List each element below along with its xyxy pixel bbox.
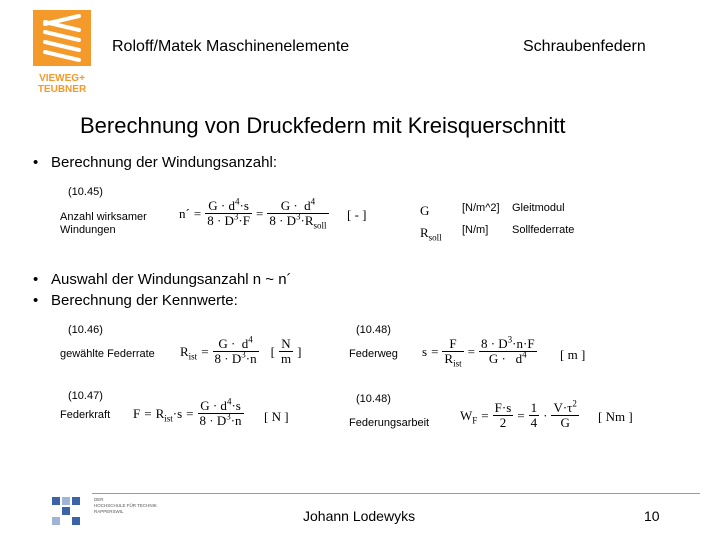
formula-federweg: s = $\frac{F}{R_{ist}}$ = $\frac{8 \cdot D^3\cdot n\cdot F}{G \cdot d^4}$ [422,334,535,369]
school-logo-icon [52,497,92,529]
unit: [ m ] [560,347,586,362]
page-title: Berechnung von Druckfedern mit Kreisquerschnitt [80,113,566,138]
legend-meaning: Sollfederrate [512,224,575,236]
publisher-logo [33,10,91,95]
eq-label: Federungsarbeit [349,417,430,429]
legend-unit: [N/m] [462,224,489,236]
unit: [ - ] [347,207,367,222]
bullet-kennwerte: • Berechnung der Kennwerte: [33,292,238,309]
eq-number: (10.46) [68,324,103,336]
legend-meaning: Gleitmodul [512,202,565,214]
formula-federungsarbeit: $W_F$ = $\frac{F\cdot s}{2}$ = $\frac{1}{4}$ · $\frac{V\cdot\tau^2}{G}$ [460,398,577,430]
bullet-auswahl: • Auswahl der Windungsanzahl n ~ n´ [33,271,292,288]
page-number: 10 [644,508,660,524]
formula-windungen: n´ = $\frac{G \cdot d^4\cdot s}{8 \cdot D^3\cdot F}$ = $\frac{G \cdot d^4}{8 \cdot D^3\cdot R_{soll}}$ [179,196,327,231]
formula-federkraft: F = $R_{ist}\cdot s$ = $\frac{G \cdot d^4\cdot s}{8 \cdot D^3\cdot n}$ [133,396,242,428]
eq-number: (10.47) [68,390,103,402]
unit: [ Nm ] [598,409,633,424]
unit: [ N ] [264,409,289,424]
eq-number: (10.48) [356,393,391,405]
eq-label: Anzahl wirksamer Windungen [60,211,147,236]
formula-federrate: $R_{ist}$ = $\frac{G \cdot d^4}{8 \cdot D^3\cdot n}$ [ $\frac{N}{m}$ ] [180,334,302,366]
legend-unit: [N/m^2] [462,202,500,214]
bullet-windungsanzahl: • Berechnung der Windungsanzahl: [33,154,277,171]
legend-symbol-rsoll: $R_{soll}$ [420,225,442,243]
school-name: DER HOCHSCHULE FÜR TECHNIK RAPPERSWIL [94,497,157,514]
eq-label: Federkraft [60,409,111,421]
author: Johann Lodewyks [303,508,416,524]
eq-number: (10.48) [356,324,391,336]
publisher-name: VIEWEG+ TEUBNER [37,73,87,95]
legend-symbol-g: G [420,203,430,218]
eq-label: Federweg [349,348,398,360]
eq-label: gewählte Federrate [60,348,155,360]
spring-logo-icon [33,10,91,66]
eq-number: (10.45) [68,186,103,198]
school-logo [52,497,92,529]
book-title: Roloff/Matek Maschinenelemente [112,38,350,55]
footer-divider [92,493,700,494]
chapter-title: Schraubenfedern [523,38,646,55]
